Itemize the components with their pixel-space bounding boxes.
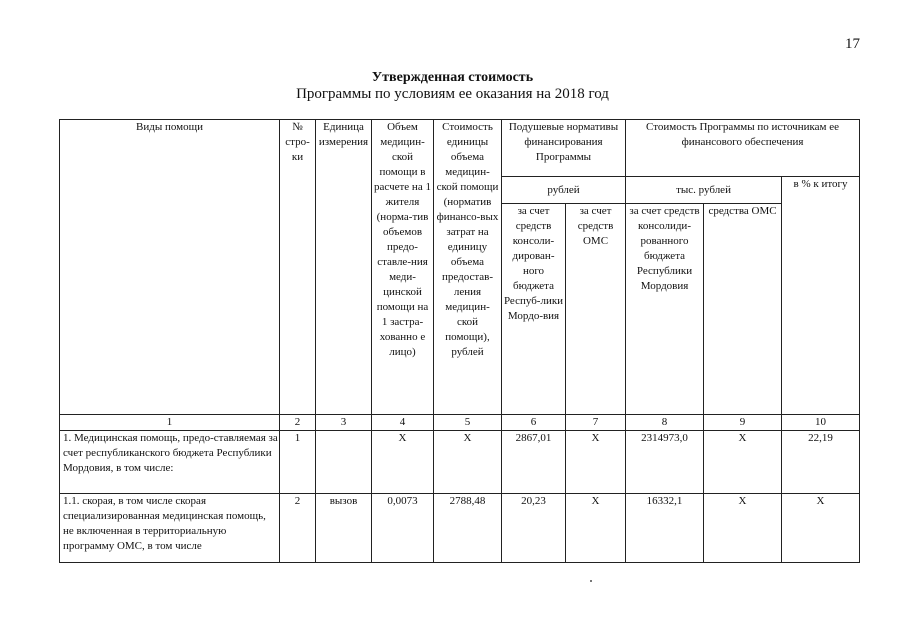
header-per-capita: Подушевые нормативы финансирования Программы — [502, 120, 626, 177]
row-cost-unit: 2788,48 — [434, 494, 502, 563]
header-row-1 — [60, 120, 860, 177]
row-type: 1. Медицинская помощь, предо-ставляемая за счет республиканского бюджета Республики Мордовия, в том числе: — [60, 431, 280, 494]
row-number: 1 — [280, 431, 316, 494]
row-pc-budget: 20,23 — [502, 494, 566, 563]
row-volume: X — [372, 431, 434, 494]
program-cost-table — [59, 119, 860, 563]
column-number: 7 — [566, 415, 626, 431]
header-volume: Объем медицин-ской помощи в расчете на 1 жителя (норма-тив объемов предо-ставле-ния меди-цинской помощи на 1 застра-хованно е лицо) — [372, 120, 434, 415]
row-cost-oms: X — [704, 431, 782, 494]
header-percent-total: в % к итогу — [782, 177, 860, 415]
column-number: 10 — [782, 415, 860, 431]
header-row-no: № стро-ки — [280, 120, 316, 415]
row-unit: вызов — [316, 494, 372, 563]
page-number: 17 — [845, 36, 860, 52]
row-cost-budget: 2314973,0 — [626, 431, 704, 494]
row-percent: X — [782, 494, 860, 563]
column-number: 1 — [60, 415, 280, 431]
row-volume: 0,0073 — [372, 494, 434, 563]
scan-speck — [590, 580, 592, 582]
header-unit: Единица измерения — [316, 120, 372, 415]
row-cost-oms: X — [704, 494, 782, 563]
row-pc-oms: X — [566, 431, 626, 494]
row-type: 1.1. скорая, в том числе скорая специализированная медицинская помощь, не включенная в территориальную программу ОМС, в том числе — [60, 494, 280, 563]
header-program-cost: Стоимость Программы по источникам ее финансового обеспечения — [626, 120, 860, 177]
column-number: 2 — [280, 415, 316, 431]
row-percent: 22,19 — [782, 431, 860, 494]
row-pc-budget: 2867,01 — [502, 431, 566, 494]
row-unit — [316, 431, 372, 494]
table-row — [60, 494, 860, 563]
column-number: 3 — [316, 415, 372, 431]
column-number: 8 — [626, 415, 704, 431]
table-row — [60, 431, 860, 494]
column-number: 5 — [434, 415, 502, 431]
column-number: 4 — [372, 415, 434, 431]
header-cost-budget: за счет средств консолиди-рованного бюджета Республики Мордовия — [626, 204, 704, 415]
row-cost-unit: X — [434, 431, 502, 494]
header-cost-oms: средства ОМС — [704, 204, 782, 415]
column-number-row — [60, 415, 860, 431]
document-subtitle: Программы по условиям ее оказания на 2018 год — [296, 86, 609, 102]
header-types: Виды помощи — [60, 120, 280, 415]
column-number: 9 — [704, 415, 782, 431]
column-number: 6 — [502, 415, 566, 431]
header-thousand-rubles: тыс. рублей — [626, 177, 782, 204]
row-pc-oms: X — [566, 494, 626, 563]
row-number: 2 — [280, 494, 316, 563]
header-pc-oms: за счет средств ОМС — [566, 204, 626, 415]
document-title: Утвержденная стоимость — [371, 70, 534, 85]
row-cost-budget: 16332,1 — [626, 494, 704, 563]
header-cost-unit: Стоимость единицы объема медицин-ской помощи (норматив финансо-вых затрат на единицу объема предостав-ления медицин-ской помощи), рублей — [434, 120, 502, 415]
header-pc-budget: за счет средств консоли-дирован-ного бюджета Респуб-лики Мордо-вия — [502, 204, 566, 415]
header-rubles: рублей — [502, 177, 626, 204]
